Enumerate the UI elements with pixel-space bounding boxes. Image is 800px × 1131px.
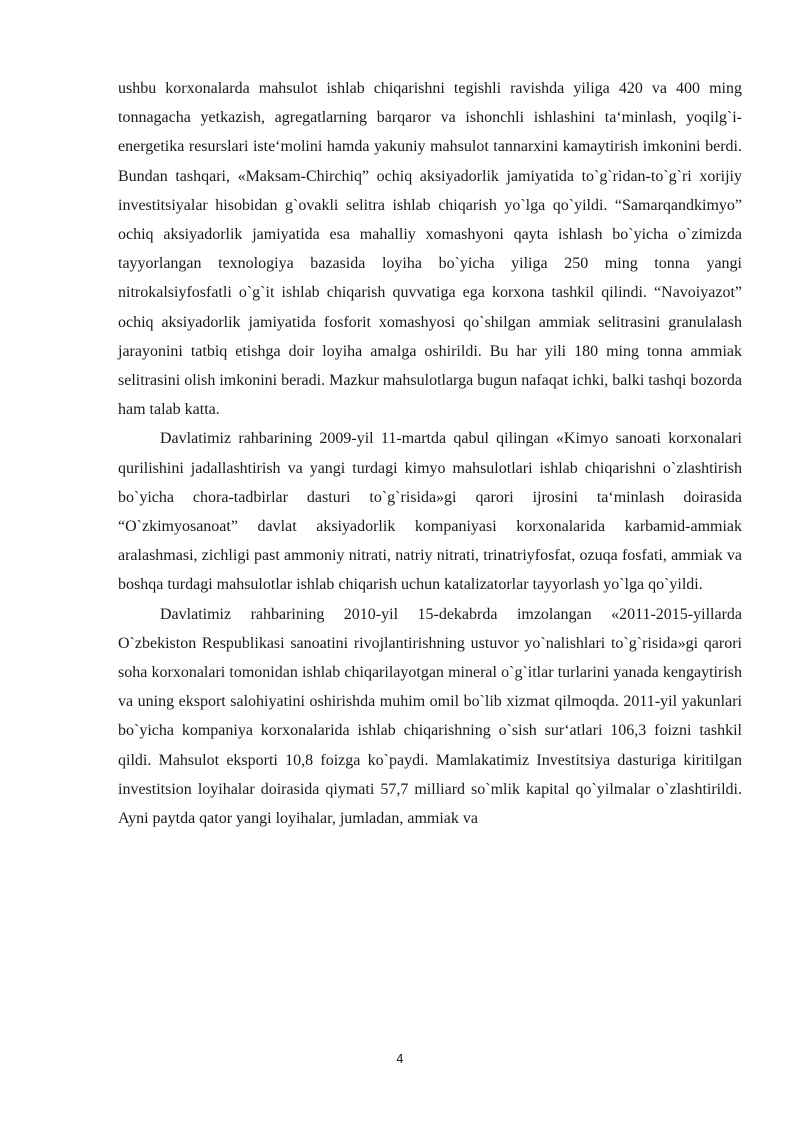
page-number: 4 (396, 1052, 404, 1066)
paragraph-2: Davlatimiz rahbarining 2009-yil 11-martda qabul qilingan «Kimyo sanoati korxonalari qurilishini jadallashtirish va yangi turdagi kimyo mahsulotlari ishlab chiqarishni o`zlashtirish bo`yicha chora-tadbirlar dasturi to`g`risida»gi qarori ijrosini ta‘minlash doirasida “O`zkimyosanoat” davlat aksiyadorlik kompaniyasi korxonalarida karbamid-ammiak aralashmasi, zichligi past ammoniy nitrati, natriy nitrati, trinatriyfosfat, ozuqa fosfati, ammiak va boshqa turdagi mahsulotlar ishlab chiqarish uchun katalizatorlar tayyorlash yo`lga qo`yildi. (118, 430, 742, 594)
paragraph-1: ushbu korxonalarda mahsulot ishlab chiqarishni tegishli ravishda yiliga 420 va 400 ming tonnagacha yetkazish, agregatlarning barqaror va ishonchli ishlashini ta‘minlash, yoqilg`i-energetika resurslari iste‘molini hamda yakuniy mahsulot tannarxini kamaytirish imkonini berdi. Bundan tashqari, «Maksam-Chirchiq” ochiq aksiyadorlik jamiyatida to`g`ridan-to`g`ri xorijiy investitsiyalar hisobidan g`ovakli selitra ishlab chiqarish yo`lga qo`yildi. “Samarqandkimyo” ochiq aksiyadorlik jamiyatida esa mahalliy xomashyoni qayta ishlash bo`yicha o`zimizda tayyorlangan texnologiya bazasida loyiha bo`yicha yiliga 250 ming tonna yangi nitrokalsiyfosfatli o`g`it ishlab chiqarish quvvatiga ega korxona tashkil qilindi. “Navoiyazot” ochiq aksiyadorlik jamiyatida fosforit xomashyosi qo`shilgan ammiak selitrasini granulalash jarayonini tatbiq etishga doir loyiha amalga oshirildi. Bu har yili 180 ming tonna ammiak selitrasini olish imkonini beradi. Mazkur mahsulotlarga bugun nafaqat ichki, balki tashqi bozorda ham talab katta. (118, 80, 743, 419)
document-body (118, 74, 742, 833)
paragraph-3: Davlatimiz rahbarining 2010-yil 15-dekabrda imzolangan «2011-2015-yillarda O`zbekiston Respublikasi sanoatini rivojlantirishning ustuvor yo`nalishlari to`g`risida»gi qarori soha korxonalari tomonidan ishlab chiqarilayotgan mineral o`g`itlar turlarini yanada kengaytirish va uning eksport salohiyatini oshirishda muhim omil bo`lib xizmat qilmoqda. 2011-yil yakunlari bo`yicha kompaniya korxonalarida ishlab chiqarishning o`sish sur‘atlari 106,3 foizni tashkil qildi. Mahsulot eksporti 10,8 foizga ko`paydi. Mamlakatimiz Investitsiya dasturiga kiritilgan investitsion loyihalar doirasida qiymati 57,7 milliard so`mlik kapital qo`yilmalar o`zlashtirildi. Ayni paytda qator yangi loyihalar, jumladan, ammiak va (118, 605, 742, 828)
